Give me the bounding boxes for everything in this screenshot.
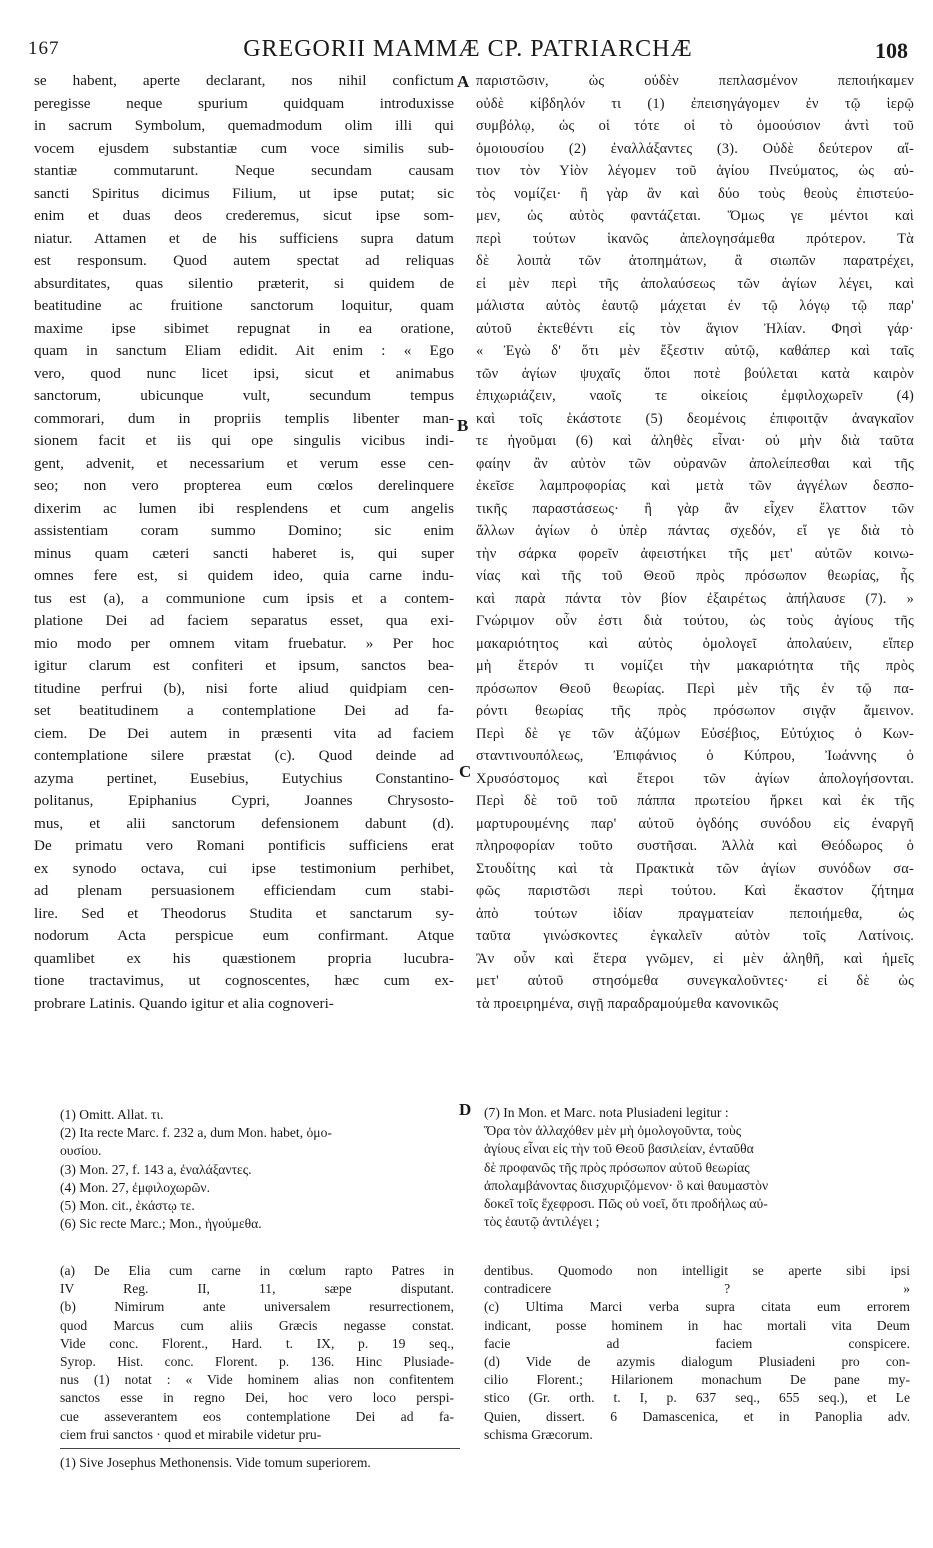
running-title: GREGORII MAMMÆ CP. PATRIARCHÆ — [243, 36, 693, 62]
greek-text-column — [476, 70, 914, 1015]
greek-text-line: ρόντι θεωρίας τῆς πρὸς πρόσωπον σιγᾷν ἄμεινον. — [476, 703, 914, 719]
greek-text-line: Στουδίτης καὶ τὰ Πρακτικὰ τῶν ἁγίων συνόδων σα- — [476, 860, 914, 877]
lettered-note-line: dentibus. Quomodo non intelligit se aperte sibi ipsi — [484, 1263, 910, 1278]
lettered-note-line: ciem frui sanctos · quod et mirabile videtur pru- — [60, 1426, 322, 1442]
latin-text-line: seo; non vero propterea eum cœlos derelinquere — [34, 477, 454, 494]
lettered-notes-right — [484, 1262, 910, 1444]
numbered-note-line: δοκεῖ τοῖς ἔχεφροσι. Πῶς οὐ νοεῖ, ὅτι προδήλως αὐ- — [484, 1195, 768, 1211]
greek-text-line: τιον τὸν Υἱὸν λέγομεν τοῦ ἁγίου Πνεύματος, ὡς αὐ- — [476, 163, 914, 179]
lettered-note-line: Quien, dissert. 6 Damascenica, et in Panoplia adv. — [484, 1408, 910, 1424]
latin-text-line: niatur. Attamen et de his sufficiens supra datum — [34, 229, 454, 247]
numbered-note-line: δὲ προφανῶς τῆς πρὸς πρόσωπον αὐτοῦ θεωρίας — [484, 1159, 750, 1175]
numbered-note-line: τὸς ἑαυτῷ ἀντιλέγει ; — [484, 1214, 600, 1230]
latin-text-line: tione tractavimus, ut cognoscentes, hæc cum ex- — [34, 972, 454, 989]
latin-text-line: De primatu vero Romani pontificis sufficiens erat — [34, 837, 454, 854]
latin-text-line: sancti Spiritus dicimus Filium, ut ipse putat; sic — [34, 184, 454, 202]
latin-text-line: omnes fere est, si quidem ideo, quia carne indu- — [34, 567, 454, 584]
greek-text-line: ἄλλων ἁγίων ὁ ὑπὲρ πάντας σχεδόν, εἴ γε διὰ τὸ — [476, 523, 914, 539]
numbered-note-line: (1) Omitt. Allat. τι. — [60, 1107, 164, 1122]
lettered-notes-left — [60, 1262, 454, 1444]
lettered-note-line: (a) De Elia cum carne in cœlum rapto Patres in — [60, 1263, 454, 1278]
greek-text-line: Περὶ δὲ τοῦ τοῦ πάππα πρωτείου ἤρκει καὶ ἐκ τῆς — [476, 793, 914, 809]
latin-text-line: vocem ejusdem substantiæ cum voce similis sub- — [34, 139, 454, 157]
greek-text-line: τικῆς παραστάσεως· ἢ γὰρ ἂν εἶχεν ἔλαττον τῶν — [476, 500, 914, 517]
greek-text-line: μακαριότητος καὶ αὐτὸς ὁμολογεῖ ἀπολαύειν, εἴπερ — [476, 635, 914, 652]
latin-text-line: contemplatione silere præstat (c). Quod deinde ad — [34, 747, 454, 764]
greek-text-line: εἰ μὲν περὶ τῆς ἀπολαύσεως τῶν ἁγίων λέγει, καὶ — [476, 275, 914, 292]
bottom-footnote — [60, 1454, 660, 1472]
greek-text-line: Περὶ δὲ γε τῶν ἀζύμων Εὐσέβιος, Εὐτύχιος ὁ Κων- — [476, 725, 914, 742]
latin-text-line: titudine perfrui (b), nisi forte aliud quidpiam cen- — [34, 679, 454, 697]
lettered-note-line: indicant, posse hominem in hac mortali vita Deum — [484, 1317, 910, 1333]
lettered-note-line: nus (1) notat : « Vide hominem alias non confitentem — [60, 1372, 454, 1388]
latin-text-line: probrare Latinis. Quando igitur et alia cognoveri- — [34, 994, 334, 1012]
latin-text-line: stantiæ commutarunt. Neque secundam causam — [34, 162, 454, 179]
greek-text-line: μάλιστα αὐτὸς ἑαυτῷ μάχεται ἐν τῷ λόγῳ τῷ παρ' — [476, 298, 914, 314]
margin-marker-c: C — [459, 762, 472, 781]
numbered-note-line: (3) Mon. 27, f. 143 a, ἐναλάξαντες. — [60, 1161, 252, 1177]
greek-text-line: ἀπὸ τούτων ἰδίαν πραγματείαν πεποιήμεθα, ὡς — [476, 905, 914, 922]
lettered-note-line: (c) Ultima Marci verba supra citata eum errorem — [484, 1299, 910, 1315]
lettered-note-line: stico (Gr. orth. t. I, p. 637 seq., 655 seq.), et Le — [484, 1390, 910, 1406]
latin-text-line: gent, advenit, et necessarium et verum esse cen- — [34, 454, 454, 472]
lettered-note-line: facie ad faciem conspicere. — [484, 1335, 910, 1351]
margin-marker-a: A — [457, 72, 470, 91]
greek-text-line: καὶ τοῖς ἑκάστοτε (5) δεομένοις ἐπιφοιτᾷν ἀναγκαῖον — [476, 410, 914, 427]
lettered-note-line: schisma Græcorum. — [484, 1426, 593, 1442]
latin-text-line: minus quam cæteri sancti haberet is, qui super — [34, 544, 454, 562]
numbered-note-line: ουσίου. — [60, 1143, 102, 1159]
footnote-divider — [60, 1448, 460, 1449]
lettered-note-line: (b) Nimirum ante universalem resurrectionem, — [60, 1299, 454, 1315]
greek-text-line: τε ἡγοῦμαι (6) καὶ ἀληθὲς εἶναι· οὐ μὴν διὰ ταῦτα — [476, 433, 914, 449]
greek-text-line: πληροφορίαν τοῦτο συστῆσαι. Ἀλλὰ καὶ Θεόδωρος ὁ — [476, 838, 914, 854]
greek-text-line: μαρτυρουμένης παρ' αὐτοῦ ὀγδόης συνόδου εἰς ἐναργῆ — [476, 815, 914, 832]
lettered-note-line: cue asseverantem eos contemplatione Dei ad fa- — [60, 1408, 454, 1424]
greek-text-line: περὶ τούτων ἱκανῶς ἀπελογησάμεθα πρότερον. Τὰ — [476, 230, 914, 247]
numbered-note-line: (7) In Mon. et Marc. nota Plusiadeni legitur : — [484, 1105, 729, 1120]
lettered-note-line: IV Reg. II, 11, sæpe disputant. — [60, 1281, 454, 1297]
lettered-note-line: quod Marcus cum aliis Græcis negasse constat. — [60, 1317, 454, 1333]
numbered-note-line: (6) Sic recte Marc.; Mon., ἡγούμεθα. — [60, 1216, 262, 1232]
greek-text-line: συμβόλῳ, ὡς οἱ τότε οἱ τὸ ὁμοούσιον ἀντὶ τοῦ — [476, 118, 914, 134]
greek-text-line: πρόσωπον Θεοῦ θεωρίας. Περὶ μὲν τῆς ἐν τῷ πα- — [476, 680, 914, 697]
latin-text-line: peregisse neque spurium quidquam introduxisse — [34, 94, 454, 112]
greek-text-line: οὐδὲ κίβδηλόν τι (1) ἐπεισηγάγομεν ἐν τῷ ἱερῷ — [476, 95, 914, 112]
greek-text-line: Χρυσόστομος καὶ ἕτεροι τῶν ἁγίων ἀπολογήσονται. — [476, 770, 914, 787]
greek-text-line: ταῦτα γινώσκοντες ἐγκαλεῖν αὐτὸν τοῖς Λατίνοις. — [476, 928, 914, 944]
latin-text-line: igitur clarum est confiteri et ipsum, sanctos bea- — [34, 657, 454, 674]
greek-text-line: ἐπιχωριάζειν, ναοῖς τε οἰκείοις ἐμφιλοχωρεῖν (4) — [476, 388, 914, 404]
lettered-note-line: (d) Vide de azymis dialogum Plusiadeni pro con- — [484, 1353, 910, 1369]
latin-text-line: mio modo per omnem vitam fruebatur. » Per hoc — [34, 634, 454, 652]
greek-text-line: τῶν ἁγίων ψυχαῖς ὅποι ποτὲ βούλεται κατὰ καιρὸν — [476, 365, 914, 382]
latin-text-line: se habent, aperte declarant, nos nihil confictum — [34, 72, 454, 89]
latin-text-line: politanus, Epiphanius Cypri, Joannes Chrysosto- — [34, 792, 454, 809]
latin-text-line: quam in sanctum Eliam edidit. Ait enim : « Ego — [34, 342, 454, 359]
latin-text-line: azyma pertinet, Eusebius, Eutychius Constantino- — [34, 769, 454, 787]
latin-text-line: platione Dei ad faciem separatus esset, qua exi- — [34, 612, 454, 629]
latin-text-line: ad plenam persuasionem efficiendam cum stabi- — [34, 882, 454, 899]
greek-text-line: τὸς νομίζει· ἢ γὰρ ἂν καὶ δύο τοὺς θεοὺς ἐπιστεύο- — [476, 185, 914, 202]
greek-text-line: δὲ λοιπὰ τῶν ἀτοπημάτων, ἃ σιωπῶν παρατρέχει, — [476, 253, 914, 269]
greek-text-line: καὶ παρὰ πάντα τὸν βίον ἐξαιρέτως ἀπήλαυσε (7). » — [476, 590, 914, 607]
lettered-note-line: cilio Florent.; Hilarionem monachum De pane my- — [484, 1372, 910, 1388]
greek-text-line: Γνώριμον οὖν ἐστι διὰ τούτου, ὡς τοὺς ἁγίους τῆς — [476, 613, 914, 629]
greek-text-line: μὴ ἕτερόν τι νομίζει τὴν μακαριότητα τῆς πρὸς — [476, 658, 914, 674]
greek-text-line: μετ' αὐτοῦ στησόμεθα συνεγκαλοῦντες· εἰ δὲ ὡς — [476, 973, 914, 989]
margin-marker-b: B — [457, 416, 469, 435]
greek-text-line: αὐτοῦ ἐκτεθέντι εἰς τὸν ἅγιον Ἠλίαν. Φησὶ γάρ· — [476, 320, 914, 337]
latin-text-line: beatitudine ac fruitione sanctorum loquitur, quam — [34, 297, 454, 314]
latin-text-line: in sacrum Symbolum, quemadmodum olim illi qui — [34, 117, 454, 134]
greek-text-line: φῶς παριστῶσι περὶ τούτου. Καὶ ἕκαστον ζήτημα — [476, 883, 914, 899]
numbered-note-line: ἀπολαμβάνοντας διισχυριζόμενον· ὃ καὶ θαυμαστὸν — [484, 1177, 769, 1193]
numbered-notes-right — [484, 1104, 914, 1231]
greek-text-line: ἐκεῖσε λαμπροφορίας καὶ μετὰ τῶν ἀγγέλων δεσπο- — [476, 478, 914, 494]
latin-text-column — [34, 70, 454, 1015]
page-number-right: 108 — [875, 38, 908, 63]
latin-text-line: maxime ipse sibimet repugnat in ea oratione, — [34, 319, 454, 337]
greek-text-line: μεν, ὡς αὐτὸς φαντάζεται. Ὅμως γε μέντοι καὶ — [476, 208, 914, 224]
latin-text-line: mus, et alii sanctorum defensionem dabunt (d). — [34, 814, 454, 832]
numbered-note-line: (5) Mon. cit., ἑκάστῳ τε. — [60, 1197, 195, 1213]
lettered-note-line: Syrop. Hist. conc. Florent. p. 136. Hinc Plusiade- — [60, 1353, 454, 1369]
greek-text-line: τὰ προειρημένα, σιγῇ παραδραμούμεθα κανονικῶς — [476, 995, 779, 1012]
numbered-note-line: ἁγίους εἶναι εἰς τὴν τοῦ Θεοῦ βασιλείαν, ἐνταῦθα — [484, 1141, 754, 1157]
latin-text-line: vero, quod nunc licet ipsi, sicut et animabus — [34, 364, 454, 382]
latin-text-line: enim et duas deos crederemus, sicut ipse som- — [34, 207, 454, 224]
numbered-note-line: (2) Ita recte Marc. f. 232 a, dum Mon. habet, ὁμο- — [60, 1125, 332, 1141]
latin-text-line: assistentiam coram summo Domino; sic enim — [34, 522, 454, 539]
greek-text-line: « Ἐγὼ δ' ὅτι μὲν ἔξεστιν αὐτῷ, καθάπερ καὶ ταῖς — [476, 343, 914, 359]
latin-text-line: sionem facit et iis qui ope singulis vicibus indi- — [34, 432, 454, 449]
latin-text-line: nodorum Acta perspicue eum confirmant. Atque — [34, 927, 454, 944]
latin-text-line: ciem. De Dei autem in præsenti vita ad faciem — [34, 724, 454, 742]
latin-text-line: absurditates, quas silentio præterit, si quidem de — [34, 274, 454, 292]
latin-text-line: commorari, dum in propriis templis libenter man- — [34, 409, 454, 427]
greek-text-line: Ἂν οὖν καὶ ἕτερα γνῶμεν, εἰ μὲν ἀληθῆ, καὶ ἡμεῖς — [476, 950, 914, 967]
lettered-note-line: contradicere ? » — [484, 1281, 910, 1297]
page-number-left: 167 — [28, 38, 60, 59]
numbered-note-line: (4) Mon. 27, ἐμφιλοχωρῶν. — [60, 1179, 210, 1195]
latin-text-line: set beatitudinem a contemplatione Dei ad fa- — [34, 702, 454, 719]
numbered-note-line: Ὅρα τὸν ἀλλαχόθεν μὲν μὴ ὁμολογοῦντα, τοὺς — [484, 1123, 742, 1139]
latin-text-line: est responsum. Quod autem spectat ad reliquas — [34, 252, 454, 269]
latin-text-line: quamlibet ex his quæstionem propria lucubra- — [34, 949, 454, 967]
numbered-notes-left — [60, 1106, 460, 1233]
lettered-note-line: sanctos esse in regno Dei, hoc vero loco perspi- — [60, 1390, 454, 1406]
running-header — [28, 36, 908, 66]
latin-text-line: lire. Sed et Theodorus Studita et sanctarum sy- — [34, 904, 454, 922]
latin-text-line: ex synodo octava, cui ipse testimonium perhibet, — [34, 859, 454, 877]
margin-marker-d: D — [459, 1100, 472, 1119]
greek-text-line: παριστῶσιν, ὡς οὐδὲν πεπλασμένον πεποιήκαμεν — [476, 73, 914, 89]
greek-text-line: τὴν σάρκα φορεῖν ἀφειστήκει τῆς μετ' αὐτῶν κοινω- — [476, 545, 914, 562]
latin-text-line: tus est (a), a communione cum ipsis et a contem- — [34, 589, 454, 607]
greek-text-line: σταντινουπόλεως, Ἐπιφάνιος ὁ Κύπρου, Ἰωάννης ὁ — [476, 748, 914, 764]
latin-text-line: dixerim ac lumen ibi resplendens et cum angelis — [34, 499, 454, 517]
lettered-note-line: Vide conc. Florent., Hard. t. IX, p. 19 seq., — [60, 1335, 454, 1351]
latin-text-line: sanctorum, ubicunque vult, secundum tempus — [34, 387, 454, 404]
greek-text-line: ὁμοιουσίου (2) ἐναλλάξαντες (3). Οὐδὲ δεύτερον αἴ- — [476, 140, 914, 157]
greek-text-line: φαίην ἂν αὐτὸν τῶν οὐρανῶν ἀπολείπεσθαι καὶ τῆς — [476, 455, 914, 472]
greek-text-line: νίας καὶ τῆς τοῦ Θεοῦ πρὸς πρόσωπον θεωρίας, ἧς — [476, 568, 914, 584]
bottom-footnote-line: (1) Sive Josephus Methonensis. Vide tomum superiorem. — [60, 1455, 371, 1470]
